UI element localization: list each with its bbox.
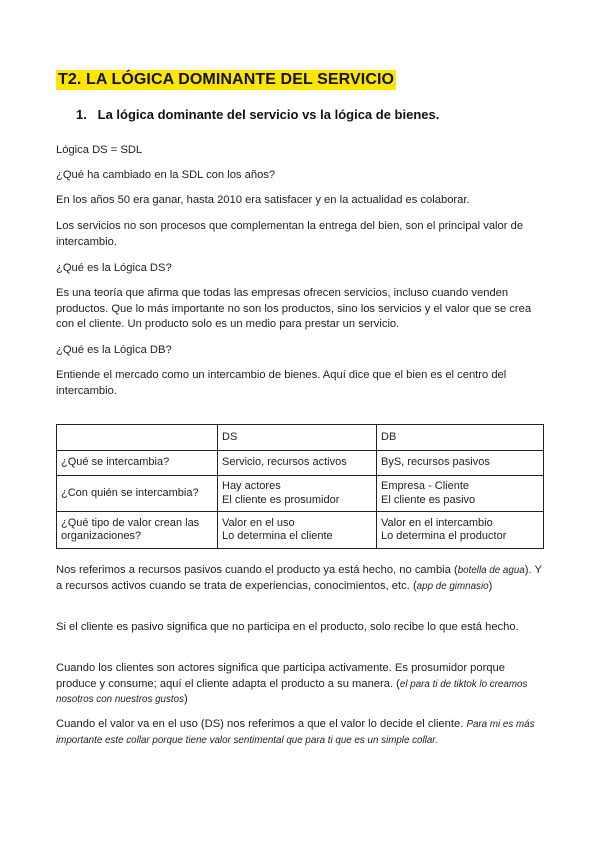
table-row	[57, 451, 544, 476]
table-row	[57, 476, 544, 512]
cell-db: Empresa - Cliente El cliente es pasivo	[377, 476, 544, 512]
cell-db: Valor en el intercambio Lo determina el productor	[377, 512, 544, 549]
note-recursos: Nos referimos a recursos pasivos cuando el producto ya está hecho, no cambia (botella de agua). Y a recursos activos cuando se trata de experiencias, conocimientos, etc. (app de gimnasio)	[56, 564, 542, 592]
header-cell-ds: DS	[218, 425, 377, 451]
section-heading	[76, 107, 439, 122]
table-header-row	[57, 425, 544, 451]
paragraph-sdl-evolution: En los años 50 era ganar, hasta 2010 era satisfacer y en la actualidad es colaborar.	[56, 194, 470, 206]
cell-db: ByS, recursos pasivos	[377, 451, 544, 476]
row-question: ¿Qué se intercambia?	[57, 451, 218, 476]
note-cliente-pasivo: Si el cliente es pasivo significa que no participa en el producto, solo recibe lo que está hecho.	[56, 621, 519, 633]
cell-ds: Hay actores El cliente es prosumidor	[218, 476, 377, 512]
section-number: 1.	[76, 107, 87, 122]
header-cell-db: DB	[377, 425, 544, 451]
question-sdl-change: ¿Qué ha cambiado en la SDL con los años?	[56, 169, 276, 181]
question-logica-db: ¿Qué es la Lógica DB?	[56, 344, 172, 356]
note-valor-uso: Cuando el valor va en el uso (DS) nos referimos a que el valor lo decide el cliente. Para mi es más importante este collar porque tiene valor sentimental que para ti que es un simple collar.	[56, 718, 535, 746]
paragraph-logica-db-definition: Entiende el mercado como un intercambio de bienes. Aquí dice que el bien es el centro del intercambio.	[56, 369, 507, 397]
table-row	[57, 512, 544, 549]
row-question: ¿Con quién se intercambia?	[57, 476, 218, 512]
comparison-table	[56, 424, 544, 549]
paragraph-logica-ds: Lógica DS = SDL	[56, 144, 143, 156]
paragraph-services-value: Los servicios no son procesos que complementan la entrega del bien, son el principal valor de intercambio.	[56, 220, 524, 248]
paragraph-logica-ds-definition: Es una teoría que afirma que todas las empresas ofrecen servicios, incluso cuando venden productos. Que lo más importante no son los productos, sino los servicios y el valor que se crea con el cliente. Un producto solo es un medio para prestar un servicio.	[56, 287, 532, 331]
note-prosumidor: Cuando los clientes son actores significa que participa activamente. Es prosumidor porque produce y consume; aquí el cliente adapta el producto a su manera. (el para ti de tiktok lo creamos nosotros con nuestros gustos)	[56, 662, 528, 706]
cell-ds: Valor en el uso Lo determina el cliente	[218, 512, 377, 549]
page-title: T2. LA LÓGICA DOMINANTE DEL SERVICIO	[58, 71, 395, 88]
cell-ds: Servicio, recursos activos	[218, 451, 377, 476]
question-logica-ds: ¿Qué es la Lógica DS?	[56, 262, 172, 274]
header-cell-empty	[57, 425, 218, 451]
section-heading-text: La lógica dominante del servicio vs la lógica de bienes.	[97, 107, 440, 122]
row-question: ¿Qué tipo de valor crean las organizaciones?	[57, 512, 218, 549]
